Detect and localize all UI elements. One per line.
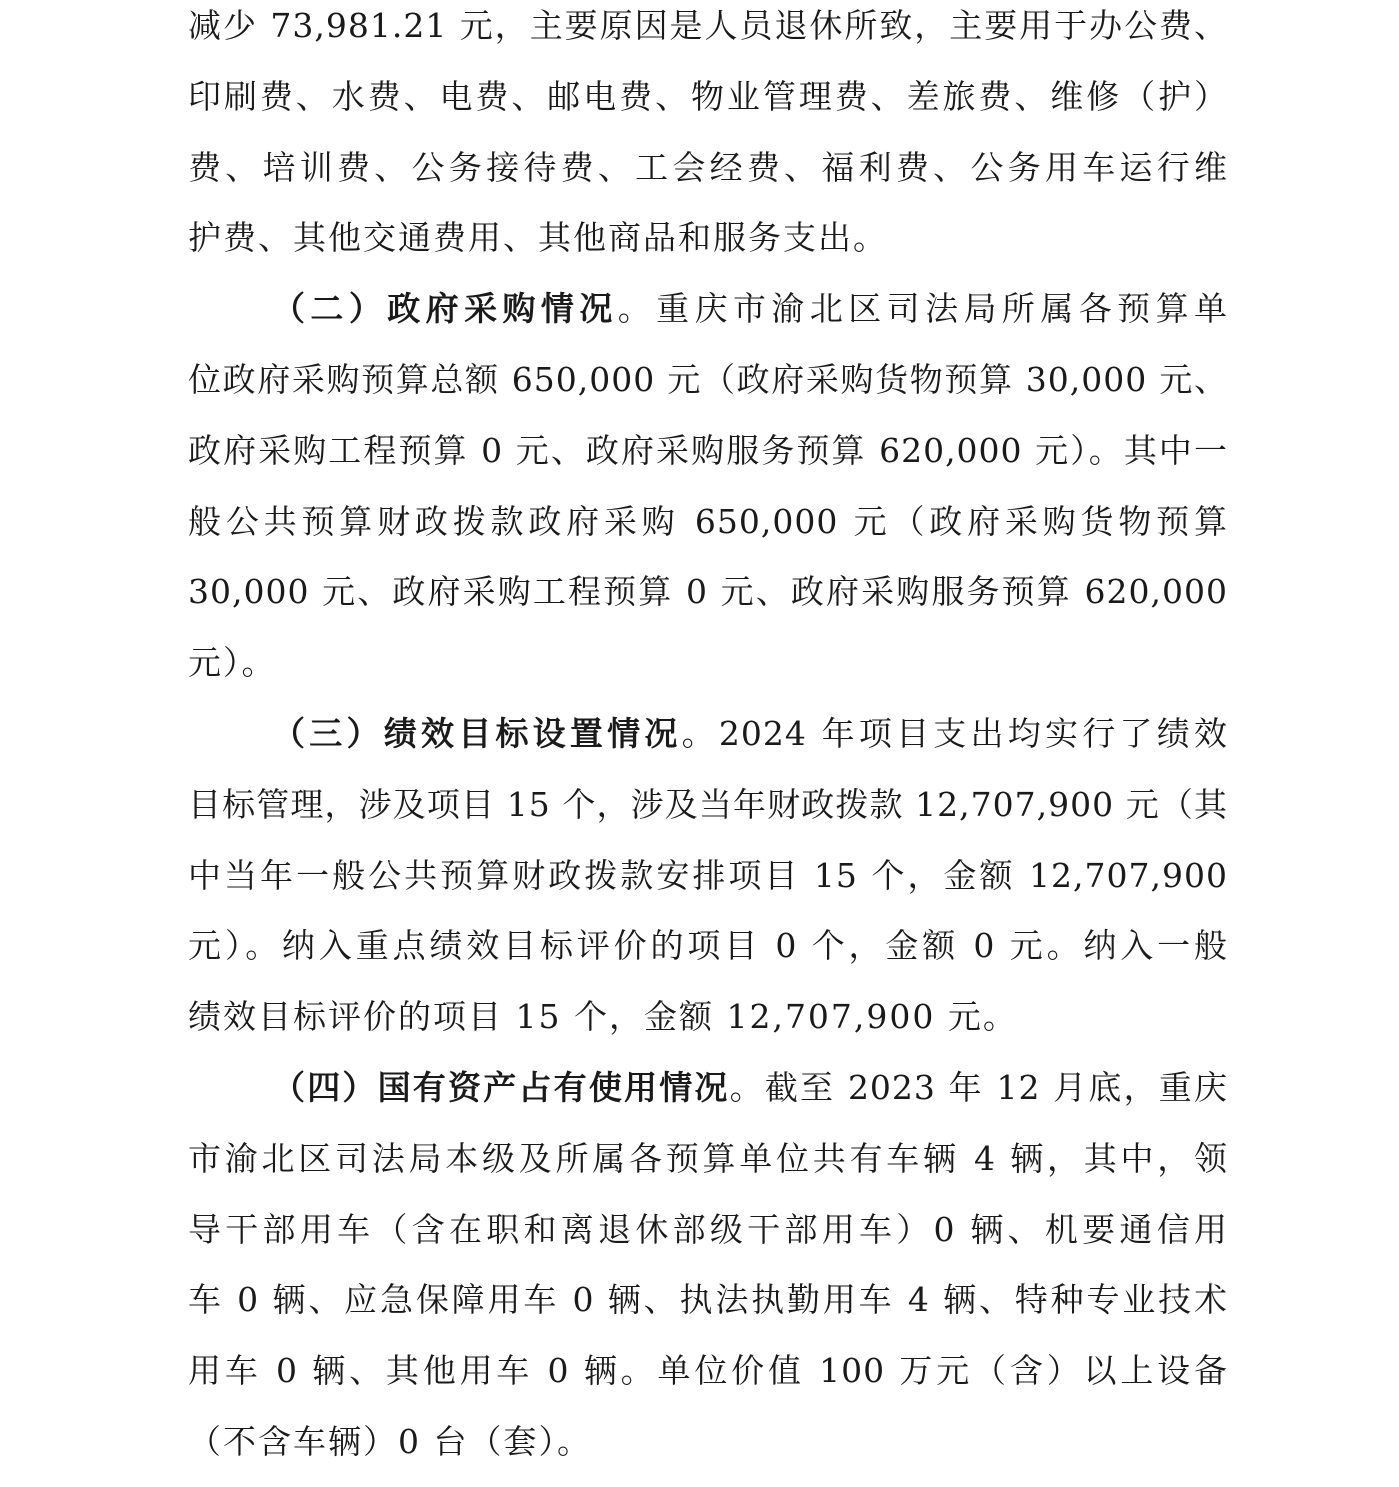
text-line: 减少 73,981.21 元，主要原因是人员退休所致，主要用于办公费、 — [188, 6, 1228, 45]
text-line: 护费、其他交通费用、其他商品和服务支出。 — [188, 218, 888, 258]
text-line: 政府采购工程预算 0 元、政府采购服务预算 620,000 元）。其中一 — [188, 430, 1228, 470]
text-line: 绩效目标评价的项目 15 个，金额 12,707,900 元。 — [188, 997, 1018, 1037]
text-line: 费、培训费、公务接待费、工会经费、福利费、公务用车运行维 — [188, 147, 1228, 187]
section-4-text: 。截至 2023 年 12 月底，重庆 — [729, 1067, 1229, 1107]
text-line: 元）。纳入重点绩效目标评价的项目 0 个，金额 0 元。纳入一般 — [188, 926, 1228, 966]
section-2-heading: （二）政府采购情况 — [272, 289, 618, 329]
text-line: 中当年一般公共预算财政拨款安排项目 15 个，金额 12,707,900 — [188, 855, 1228, 895]
text-line: 目标管理，涉及项目 15 个，涉及当年财政拨款 12,707,900 元（其 — [188, 784, 1228, 824]
text-line: 元）。 — [188, 643, 277, 683]
section-2-first-line — [188, 283, 1228, 354]
section-3-heading: （三）绩效目标设置情况 — [272, 713, 682, 753]
text-line: 30,000 元、政府采购工程预算 0 元、政府采购服务预算 620,000 — [188, 572, 1228, 612]
section-4-heading: （四）国有资产占有使用情况 — [272, 1067, 730, 1107]
text-line: （不含车辆）0 台（套）。 — [188, 1421, 592, 1461]
section-2-text: 。重庆市渝北区司法局所属各预算单 — [617, 289, 1229, 329]
text-line: 般公共预算财政拨款政府采购 650,000 元（政府采购货物预算 — [188, 501, 1228, 541]
text-line: 车 0 辆、应急保障用车 0 辆、执法执勤用车 4 辆、特种专业技术 — [188, 1280, 1228, 1320]
document-page — [188, 0, 1228, 1487]
section-3-first-line — [188, 708, 1228, 779]
section-4-first-line — [188, 1062, 1228, 1133]
text-line: 市渝北区司法局本级及所属各预算单位共有车辆 4 辆，其中，领 — [188, 1138, 1228, 1178]
text-line: 用车 0 辆、其他用车 0 辆。单位价值 100 万元（含）以上设备 — [188, 1351, 1228, 1391]
text-line: 印刷费、水费、电费、邮电费、物业管理费、差旅费、维修（护） — [188, 76, 1228, 116]
text-line: 位政府采购预算总额 650,000 元（政府采购货物预算 30,000 元、 — [188, 359, 1228, 399]
text-line: 导干部用车（含在职和离退休部级干部用车）0 辆、机要通信用 — [188, 1209, 1228, 1249]
section-3-text: 。2024 年项目支出均实行了绩效 — [681, 713, 1228, 753]
